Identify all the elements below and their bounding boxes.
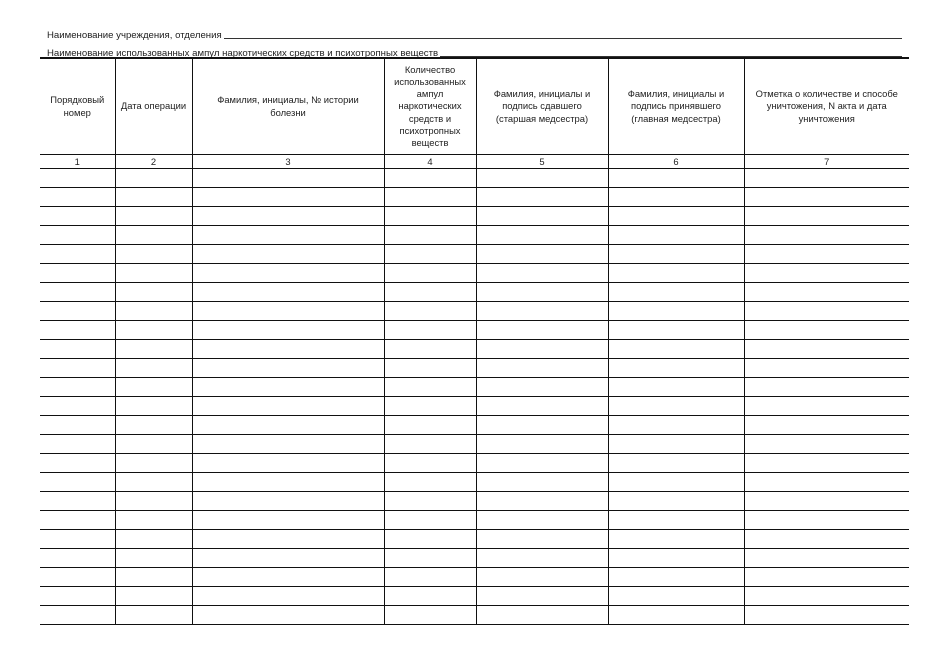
institution-label: Наименование учреждения, отделения xyxy=(47,30,222,41)
column-number: 5 xyxy=(476,155,608,169)
table-cell[interactable] xyxy=(476,378,608,397)
table-cell[interactable] xyxy=(384,359,476,378)
table-row xyxy=(40,511,909,530)
table-cell[interactable] xyxy=(384,530,476,549)
table-cell[interactable] xyxy=(192,549,384,568)
table-cell[interactable] xyxy=(608,454,744,473)
table-cell[interactable] xyxy=(192,606,384,625)
table-cell[interactable] xyxy=(115,492,192,511)
table-cell[interactable] xyxy=(115,302,192,321)
table-cell[interactable] xyxy=(608,511,744,530)
table-cell[interactable] xyxy=(40,606,115,625)
column-number: 1 xyxy=(40,155,115,169)
institution-line xyxy=(47,26,902,41)
table-row xyxy=(40,568,909,587)
table-row xyxy=(40,283,909,302)
table-cell[interactable] xyxy=(608,530,744,549)
table-cell[interactable] xyxy=(744,454,909,473)
journal-body xyxy=(40,169,909,625)
table-cell[interactable] xyxy=(40,245,115,264)
table-cell[interactable] xyxy=(384,378,476,397)
table-cell[interactable] xyxy=(192,473,384,492)
table-row xyxy=(40,473,909,492)
table-cell[interactable] xyxy=(192,587,384,606)
table-cell[interactable] xyxy=(40,454,115,473)
column-header-ampoule-count xyxy=(384,58,476,155)
table-cell[interactable] xyxy=(384,264,476,283)
table-cell[interactable] xyxy=(384,321,476,340)
table-cell[interactable] xyxy=(115,511,192,530)
table-row xyxy=(40,416,909,435)
table-cell[interactable] xyxy=(192,435,384,454)
table-cell[interactable] xyxy=(476,587,608,606)
column-number: 4 xyxy=(384,155,476,169)
table-cell[interactable] xyxy=(115,359,192,378)
table-cell[interactable] xyxy=(744,416,909,435)
table-cell[interactable] xyxy=(40,435,115,454)
table-cell[interactable] xyxy=(115,435,192,454)
table-cell[interactable] xyxy=(192,169,384,188)
table-row xyxy=(40,606,909,625)
table-cell[interactable] xyxy=(744,264,909,283)
column-header-serial-number xyxy=(40,58,115,155)
column-header-label: Фамилия, инициалы, № истории болезни xyxy=(217,94,359,118)
column-header-label: Дата операции xyxy=(120,100,187,112)
table-cell[interactable] xyxy=(384,454,476,473)
table-cell[interactable] xyxy=(608,264,744,283)
table-cell[interactable] xyxy=(384,302,476,321)
table-cell[interactable] xyxy=(192,530,384,549)
table-cell[interactable] xyxy=(40,530,115,549)
table-cell[interactable] xyxy=(608,492,744,511)
table-cell[interactable] xyxy=(476,169,608,188)
table-row xyxy=(40,359,909,378)
table-cell[interactable] xyxy=(384,340,476,359)
ampoules-label: Наименование использованных ампул наркотических средств и психотропных веществ xyxy=(47,48,439,59)
table-cell[interactable] xyxy=(384,188,476,207)
table-row xyxy=(40,264,909,283)
table-cell[interactable] xyxy=(115,169,192,188)
ampoules-fill-line[interactable] xyxy=(440,45,902,57)
table-cell[interactable] xyxy=(608,207,744,226)
table-cell[interactable] xyxy=(476,416,608,435)
table-cell[interactable] xyxy=(192,416,384,435)
table-cell[interactable] xyxy=(476,340,608,359)
table-cell[interactable] xyxy=(384,549,476,568)
table-cell[interactable] xyxy=(384,435,476,454)
table-cell[interactable] xyxy=(608,188,744,207)
table-cell[interactable] xyxy=(608,245,744,264)
table-cell[interactable] xyxy=(192,492,384,511)
table-cell[interactable] xyxy=(40,264,115,283)
table-cell[interactable] xyxy=(608,321,744,340)
column-header-patient-name xyxy=(192,58,384,155)
table-cell[interactable] xyxy=(744,378,909,397)
table-cell[interactable] xyxy=(744,359,909,378)
table-cell[interactable] xyxy=(115,606,192,625)
table-cell[interactable] xyxy=(40,188,115,207)
column-header-label: Фамилия, инициалы и подпись сдавшего (старшая медсестра) xyxy=(493,88,591,124)
column-header-received-by xyxy=(608,58,744,155)
table-cell[interactable] xyxy=(115,188,192,207)
column-header-handed-over-by xyxy=(476,58,608,155)
table-cell[interactable] xyxy=(40,226,115,245)
column-header-destruction-note xyxy=(744,58,909,155)
table-cell[interactable] xyxy=(384,492,476,511)
table-cell[interactable] xyxy=(608,378,744,397)
column-number-row xyxy=(40,155,909,169)
table-row xyxy=(40,397,909,416)
table-row xyxy=(40,169,909,188)
column-number: 6 xyxy=(608,155,744,169)
table-cell[interactable] xyxy=(744,587,909,606)
table-cell[interactable] xyxy=(744,511,909,530)
table-cell[interactable] xyxy=(192,454,384,473)
table-cell[interactable] xyxy=(384,169,476,188)
table-cell[interactable] xyxy=(384,416,476,435)
table-cell[interactable] xyxy=(192,188,384,207)
table-row xyxy=(40,454,909,473)
table-row xyxy=(40,549,909,568)
column-header-label: Фамилия, инициалы и подпись принявшего (главная медсестра) xyxy=(627,88,725,124)
table-row xyxy=(40,245,909,264)
table-cell[interactable] xyxy=(384,245,476,264)
table-cell[interactable] xyxy=(40,549,115,568)
table-cell[interactable] xyxy=(115,473,192,492)
table-cell[interactable] xyxy=(40,340,115,359)
table-cell[interactable] xyxy=(384,587,476,606)
table-cell[interactable] xyxy=(40,416,115,435)
table-cell[interactable] xyxy=(608,302,744,321)
table-cell[interactable] xyxy=(384,207,476,226)
table-cell[interactable] xyxy=(40,321,115,340)
table-cell[interactable] xyxy=(115,549,192,568)
table-cell[interactable] xyxy=(192,568,384,587)
table-row xyxy=(40,340,909,359)
table-cell[interactable] xyxy=(115,397,192,416)
table-row xyxy=(40,492,909,511)
table-cell[interactable] xyxy=(40,378,115,397)
table-cell[interactable] xyxy=(744,340,909,359)
table-cell[interactable] xyxy=(608,359,744,378)
table-cell[interactable] xyxy=(192,378,384,397)
table-cell[interactable] xyxy=(744,188,909,207)
table-cell[interactable] xyxy=(476,321,608,340)
table-cell[interactable] xyxy=(115,283,192,302)
table-cell[interactable] xyxy=(40,568,115,587)
table-cell[interactable] xyxy=(608,568,744,587)
table-cell[interactable] xyxy=(40,302,115,321)
table-cell[interactable] xyxy=(384,568,476,587)
institution-fill-line[interactable] xyxy=(224,27,902,39)
table-cell[interactable] xyxy=(192,302,384,321)
table-cell[interactable] xyxy=(744,606,909,625)
table-cell[interactable] xyxy=(744,492,909,511)
table-row xyxy=(40,378,909,397)
table-cell[interactable] xyxy=(608,587,744,606)
table-cell[interactable] xyxy=(744,207,909,226)
table-cell[interactable] xyxy=(476,435,608,454)
table-cell[interactable] xyxy=(744,530,909,549)
table-row xyxy=(40,530,909,549)
column-header-label: Количество использованных ампул наркотических средств и психотропных веществ xyxy=(394,63,466,148)
column-number: 2 xyxy=(115,155,192,169)
table-cell[interactable] xyxy=(744,473,909,492)
column-number: 7 xyxy=(744,155,909,169)
table-cell[interactable] xyxy=(608,606,744,625)
table-cell[interactable] xyxy=(608,283,744,302)
table-cell[interactable] xyxy=(40,511,115,530)
table-cell[interactable] xyxy=(384,606,476,625)
table-cell[interactable] xyxy=(744,321,909,340)
table-cell[interactable] xyxy=(192,245,384,264)
table-cell[interactable] xyxy=(608,340,744,359)
table-cell[interactable] xyxy=(40,283,115,302)
table-cell[interactable] xyxy=(476,492,608,511)
table-cell[interactable] xyxy=(384,511,476,530)
table-cell[interactable] xyxy=(608,416,744,435)
table-cell[interactable] xyxy=(744,568,909,587)
table-cell[interactable] xyxy=(608,226,744,245)
table-cell[interactable] xyxy=(192,283,384,302)
table-cell[interactable] xyxy=(384,397,476,416)
table-cell[interactable] xyxy=(192,264,384,283)
table-cell[interactable] xyxy=(476,264,608,283)
table-cell[interactable] xyxy=(115,568,192,587)
table-cell[interactable] xyxy=(476,530,608,549)
column-header-label: Порядковый номер xyxy=(50,94,105,118)
table-cell[interactable] xyxy=(744,169,909,188)
table-cell[interactable] xyxy=(115,378,192,397)
table-cell[interactable] xyxy=(476,511,608,530)
table-cell[interactable] xyxy=(40,169,115,188)
table-cell[interactable] xyxy=(744,397,909,416)
table-cell[interactable] xyxy=(608,549,744,568)
table-cell[interactable] xyxy=(115,264,192,283)
table-cell[interactable] xyxy=(115,416,192,435)
table-cell[interactable] xyxy=(192,340,384,359)
table-cell[interactable] xyxy=(476,283,608,302)
table-cell[interactable] xyxy=(192,511,384,530)
column-number: 3 xyxy=(192,155,384,169)
table-cell[interactable] xyxy=(476,549,608,568)
table-cell[interactable] xyxy=(476,226,608,245)
table-row xyxy=(40,302,909,321)
table-cell[interactable] xyxy=(384,283,476,302)
table-cell[interactable] xyxy=(192,226,384,245)
table-row xyxy=(40,226,909,245)
table-cell[interactable] xyxy=(192,397,384,416)
table-cell[interactable] xyxy=(744,549,909,568)
table-cell[interactable] xyxy=(476,359,608,378)
table-cell[interactable] xyxy=(115,340,192,359)
table-cell[interactable] xyxy=(40,473,115,492)
journal-table xyxy=(40,57,909,625)
table-cell[interactable] xyxy=(744,435,909,454)
table-cell[interactable] xyxy=(476,188,608,207)
table-cell[interactable] xyxy=(40,492,115,511)
table-cell[interactable] xyxy=(608,397,744,416)
table-cell[interactable] xyxy=(115,207,192,226)
table-row xyxy=(40,587,909,606)
table-cell[interactable] xyxy=(608,169,744,188)
table-cell[interactable] xyxy=(40,587,115,606)
table-row xyxy=(40,207,909,226)
table-cell[interactable] xyxy=(476,606,608,625)
column-header-operation-date xyxy=(115,58,192,155)
table-cell[interactable] xyxy=(476,245,608,264)
table-row xyxy=(40,321,909,340)
table-cell[interactable] xyxy=(115,321,192,340)
table-row xyxy=(40,435,909,454)
header-row xyxy=(40,58,909,155)
table-cell[interactable] xyxy=(192,207,384,226)
table-cell[interactable] xyxy=(476,207,608,226)
table-cell[interactable] xyxy=(115,245,192,264)
table-cell[interactable] xyxy=(115,226,192,245)
table-cell[interactable] xyxy=(40,359,115,378)
table-cell[interactable] xyxy=(384,473,476,492)
table-cell[interactable] xyxy=(115,454,192,473)
table-cell[interactable] xyxy=(744,302,909,321)
table-cell[interactable] xyxy=(744,283,909,302)
table-cell[interactable] xyxy=(476,473,608,492)
table-cell[interactable] xyxy=(744,226,909,245)
table-cell[interactable] xyxy=(476,397,608,416)
table-cell[interactable] xyxy=(192,321,384,340)
table-cell[interactable] xyxy=(115,530,192,549)
table-cell[interactable] xyxy=(608,435,744,454)
table-cell[interactable] xyxy=(608,473,744,492)
table-row xyxy=(40,188,909,207)
table-cell[interactable] xyxy=(192,359,384,378)
table-cell[interactable] xyxy=(40,397,115,416)
table-cell[interactable] xyxy=(40,207,115,226)
table-cell[interactable] xyxy=(115,587,192,606)
column-header-label: Отметка о количестве и способе уничтожения, N акта и дата уничтожения xyxy=(755,88,898,124)
table-cell[interactable] xyxy=(476,568,608,587)
table-cell[interactable] xyxy=(384,226,476,245)
table-cell[interactable] xyxy=(476,454,608,473)
table-cell[interactable] xyxy=(744,245,909,264)
table-cell[interactable] xyxy=(476,302,608,321)
